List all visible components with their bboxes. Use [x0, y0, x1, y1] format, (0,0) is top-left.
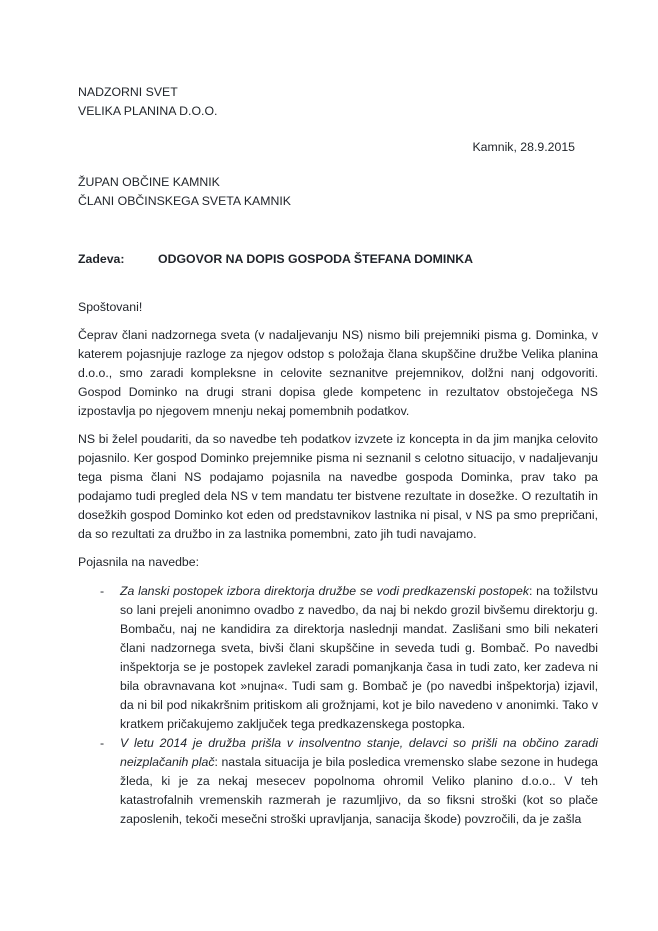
bullet-text: : na tožilstvu so lani prejeli anonimno ovadbo z navedbo, da naj bi nekdo grozil bivšemu direktorju g. Bombaču, naj ne kandidira za direktorja naslednji mandat. Zaslišani smo bili nekateri člani nadzornega sveta, bivši člani skupščine in seveda tudi g. Bombač. Po navedbi inšpektorja se je postopek zavlekel zaradi pomanjkanja časa in tudi zato, ker zadeva ni bila obravnavana kot »nujna«. Tudi sam g. Bombač je (po navedbi inšpektorja) izjavil, da ni bil pod nikakršnim pritiskom ali grožnjami, kot je bilo navedeno v anonimki. Tako v kratkem pričakujemo zaključek tega predkazenskega postopka. — [120, 584, 598, 731]
bullet-dash: - — [100, 584, 105, 598]
sender-line: NADZORNI SVET — [78, 85, 178, 99]
sender-block — [78, 83, 598, 121]
bullet-lead: V letu 2014 je družba prišla v insolventno stanje, delavci so prišli na občino zaradi neizplačanih plač — [120, 736, 598, 769]
paragraph: Čeprav člani nadzornega sveta (v nadaljevanju NS) nismo bili prejemniki pisma g. Dominka, v katerem pojasnjuje razloge za njegov odstop s položaja člana skupščine družbe Velika planina d.o.o., smo zaradi kompleksne in celovite seznanitve prejemnikov, dolžni nanj odgovoriti. Gospod Dominko na drugi strani dopisa glede kompetenc in rezultatov obstoječega NS izpostavlja po njegovem mnenju nekaj pomembnih podatkov. — [78, 328, 598, 418]
bullet-dash: - — [100, 736, 105, 750]
subject-text: ODGOVOR NA DOPIS GOSPODA ŠTEFANA DOMINKA — [158, 252, 473, 266]
subject-label: Zadeva: — [78, 252, 125, 266]
subject-row — [78, 250, 598, 269]
list-intro: Pojasnila na navedbe: — [78, 555, 200, 569]
bullet-item — [78, 734, 598, 829]
dateline: Kamnik, 28.9.2015 — [472, 140, 575, 154]
recipient-line: ČLANI OBČINSKEGA SVETA KAMNIK — [78, 194, 291, 208]
bullet-text: : nastala situacija je bila posledica vremensko slabe sezone in hudega žleda, ki je za nekaj mesecev popolnoma ohromil Veliko planino d.o.o.. V teh katastrofalnih vremenskih razmerah je razumljivo, da so fiksni stroški (kot so plače zaposlenih, tekoči mesečni stroški upravljanja, sanacija škode) povzročili, da je zašla — [120, 755, 598, 826]
paragraph: NS bi želel poudariti, da so navedbe teh podatkov izvzete iz koncepta in da jim manjka celovito pojasnilo. Ker gospod Dominko prejemnike pisma ni seznanil s celotno situacijo, v nadaljevanju tega pisma člani NS podajamo pojasnila na navedbe gospoda Dominka, prav tako pa podajamo tudi pregled dela NS v tem mandatu ter bistvene rezultate in dosežke. O rezultatih in dosežkih gospod Dominko kot eden od predstavnikov lastnika ni pisal, v NS pa smo prepričani, da so rezultati za družbo in za lastnika pomembni, zato jih tudi navajamo. — [78, 432, 598, 541]
recipient-block — [78, 173, 598, 211]
salutation: Spoštovani! — [78, 300, 143, 314]
bullet-item — [78, 582, 598, 734]
sender-line: VELIKA PLANINA D.O.O. — [78, 104, 218, 118]
bullet-list — [78, 582, 598, 829]
bullet-lead: Za lanski postopek izbora direktorja družbe se vodi predkazenski postopek — [120, 584, 529, 598]
recipient-line: ŽUPAN OBČINE KAMNIK — [78, 175, 220, 189]
